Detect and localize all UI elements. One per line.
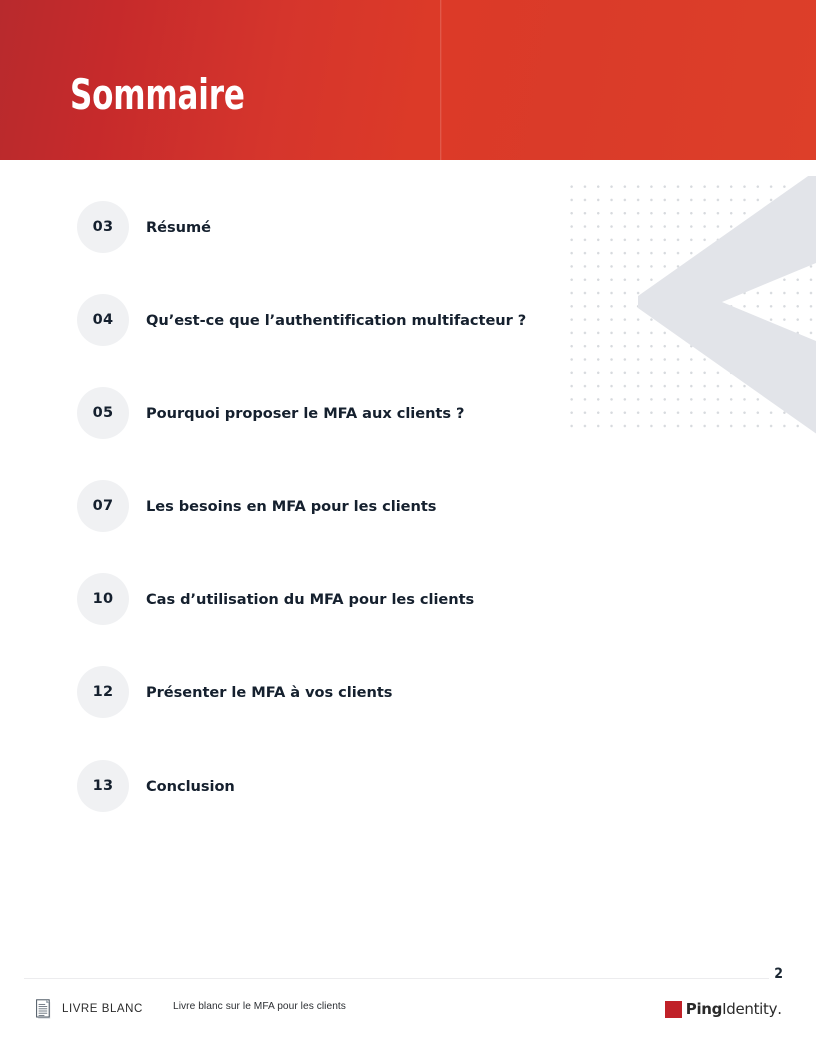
toc-entry-label: Les besoins en MFA pour les clients (146, 497, 437, 515)
toc-page-number: 04 (92, 312, 114, 328)
toc-entry[interactable] (77, 573, 474, 625)
ping-logo-wordmark (685, 999, 782, 1018)
toc-page-number: 10 (92, 591, 114, 607)
toc-page-number: 13 (92, 778, 114, 794)
toc-entry[interactable] (77, 294, 526, 346)
footer-subtitle: Livre blanc sur le MFA pour les clients (173, 1001, 346, 1012)
toc-entry[interactable] (77, 480, 436, 532)
chevron-left-icon (638, 176, 816, 436)
decorative-graphic (560, 176, 816, 436)
toc-page-number: 03 (92, 219, 114, 235)
toc-entry-label: Cas d’utilisation du MFA pour les clients (146, 590, 475, 608)
page-title: Sommaire (70, 70, 245, 119)
document-icon (36, 999, 53, 1020)
toc-entry[interactable] (77, 387, 464, 439)
toc-page-badge (77, 760, 129, 812)
page-footer (0, 995, 816, 1035)
footer-kicker: LIVRE BLANC (62, 1003, 143, 1015)
toc-page-number: 07 (92, 498, 114, 514)
toc-entry[interactable] (77, 666, 392, 718)
ping-logo-dot: . (777, 999, 782, 1018)
toc-entry-label: Résumé (146, 218, 212, 236)
toc-entry-label: Conclusion (146, 777, 235, 795)
page-header-banner (0, 0, 816, 160)
ping-logo-identity: Identity (722, 999, 778, 1018)
toc-entry-label: Qu’est-ce que l’authentification multifacteur ? (146, 311, 527, 329)
toc-page-badge (77, 201, 129, 253)
toc-page-number: 12 (92, 684, 114, 700)
page-number: 2 (774, 966, 783, 982)
toc-entry-label: Présenter le MFA à vos clients (146, 683, 393, 701)
toc-page-badge (77, 294, 129, 346)
footer-divider (24, 978, 769, 979)
ping-identity-logo (665, 998, 782, 1020)
toc-entry[interactable] (77, 201, 211, 253)
ping-logo-mark-icon (665, 1001, 682, 1018)
footer-branding-group (36, 995, 143, 1023)
header-seam-line-soft (441, 0, 442, 160)
toc-page-badge (77, 387, 129, 439)
toc-entry-label: Pourquoi proposer le MFA aux clients ? (146, 404, 465, 422)
toc-entry[interactable] (77, 760, 235, 812)
ping-logo-ping: Ping (685, 999, 723, 1018)
toc-page-badge (77, 480, 129, 532)
toc-page-badge (77, 666, 129, 718)
toc-page-badge (77, 573, 129, 625)
toc-page-number: 05 (92, 405, 114, 421)
